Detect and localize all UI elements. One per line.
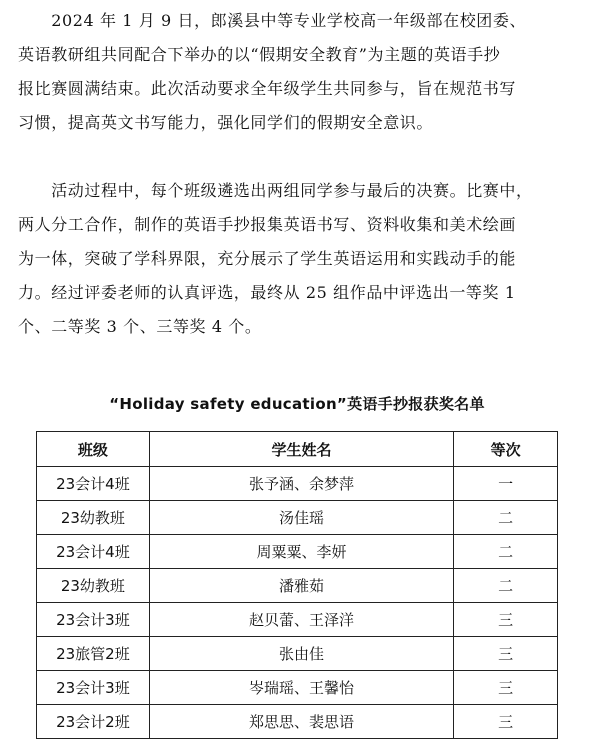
article-paragraph-1 [18,4,574,140]
header-class: 班级 [37,432,150,467]
table-row [37,535,558,569]
paragraph-line: 英语教研组共同配合下举办的以“假期安全教育”为主题的英语手抄 [18,45,501,64]
cell-student-names: 周粟粟、李妍 [149,535,453,569]
header-student-names: 学生姓名 [149,432,453,467]
cell-class: 23幼教班 [37,569,150,603]
paragraph-line: 两人分工合作，制作的英语手抄报集英语书写、资料收集和美术绘画 [18,215,517,234]
table-row [37,501,558,535]
cell-class: 23幼教班 [37,501,150,535]
cell-class: 23会计3班 [37,671,150,705]
table-row [37,569,558,603]
cell-class: 23旅管2班 [37,637,150,671]
paragraph-line: 习惯，提高英文书写能力，强化同学们的假期安全意识。 [18,113,434,132]
paragraph-line: 力。经过评委老师的认真评选，最终从 25 组作品中评选出一等奖 1 [18,283,516,302]
cell-student-names: 张由佳 [149,637,453,671]
table-row [37,467,558,501]
paragraph-line: 为一体，突破了学科界限，充分展示了学生英语运用和实践动手的能 [18,249,517,268]
paragraph-line: 个、二等奖 3 个、三等奖 4 个。 [18,317,262,336]
cell-student-names: 张予涵、余梦萍 [149,467,453,501]
cell-student-names: 郑思思、裴思语 [149,705,453,739]
cell-rank: 三 [454,671,558,705]
cell-student-names: 汤佳瑶 [149,501,453,535]
table-row [37,637,558,671]
table-header-row [37,432,558,467]
table-row [37,705,558,739]
paragraph-line: 报比赛圆满结束。此次活动要求全年级学生共同参与，旨在规范书写 [18,79,517,98]
cell-class: 23会计4班 [37,535,150,569]
cell-rank: 二 [454,501,558,535]
cell-student-names: 岑瑞瑶、王馨怡 [149,671,453,705]
table-row [37,671,558,705]
header-rank: 等次 [454,432,558,467]
table-title: “Holiday safety education”英语手抄报获奖名单 [109,395,485,413]
cell-class: 23会计2班 [37,705,150,739]
cell-rank: 一 [454,467,558,501]
award-list-table [36,431,558,739]
cell-rank: 二 [454,535,558,569]
cell-rank: 三 [454,603,558,637]
cell-rank: 三 [454,705,558,739]
cell-class: 23会计3班 [37,603,150,637]
cell-student-names: 赵贝蕾、王泽洋 [149,603,453,637]
cell-rank: 三 [454,637,558,671]
paragraph-line: 2024 年 1 月 9 日，郎溪县中等专业学校高一年级部在校团委、 [18,11,527,30]
paragraph-line: 活动过程中，每个班级遴选出两组同学参与最后的决赛。比赛中， [18,181,533,200]
table-row [37,603,558,637]
article-paragraph-2 [18,174,574,344]
cell-class: 23会计4班 [37,467,150,501]
cell-rank: 二 [454,569,558,603]
cell-student-names: 潘雅茹 [149,569,453,603]
